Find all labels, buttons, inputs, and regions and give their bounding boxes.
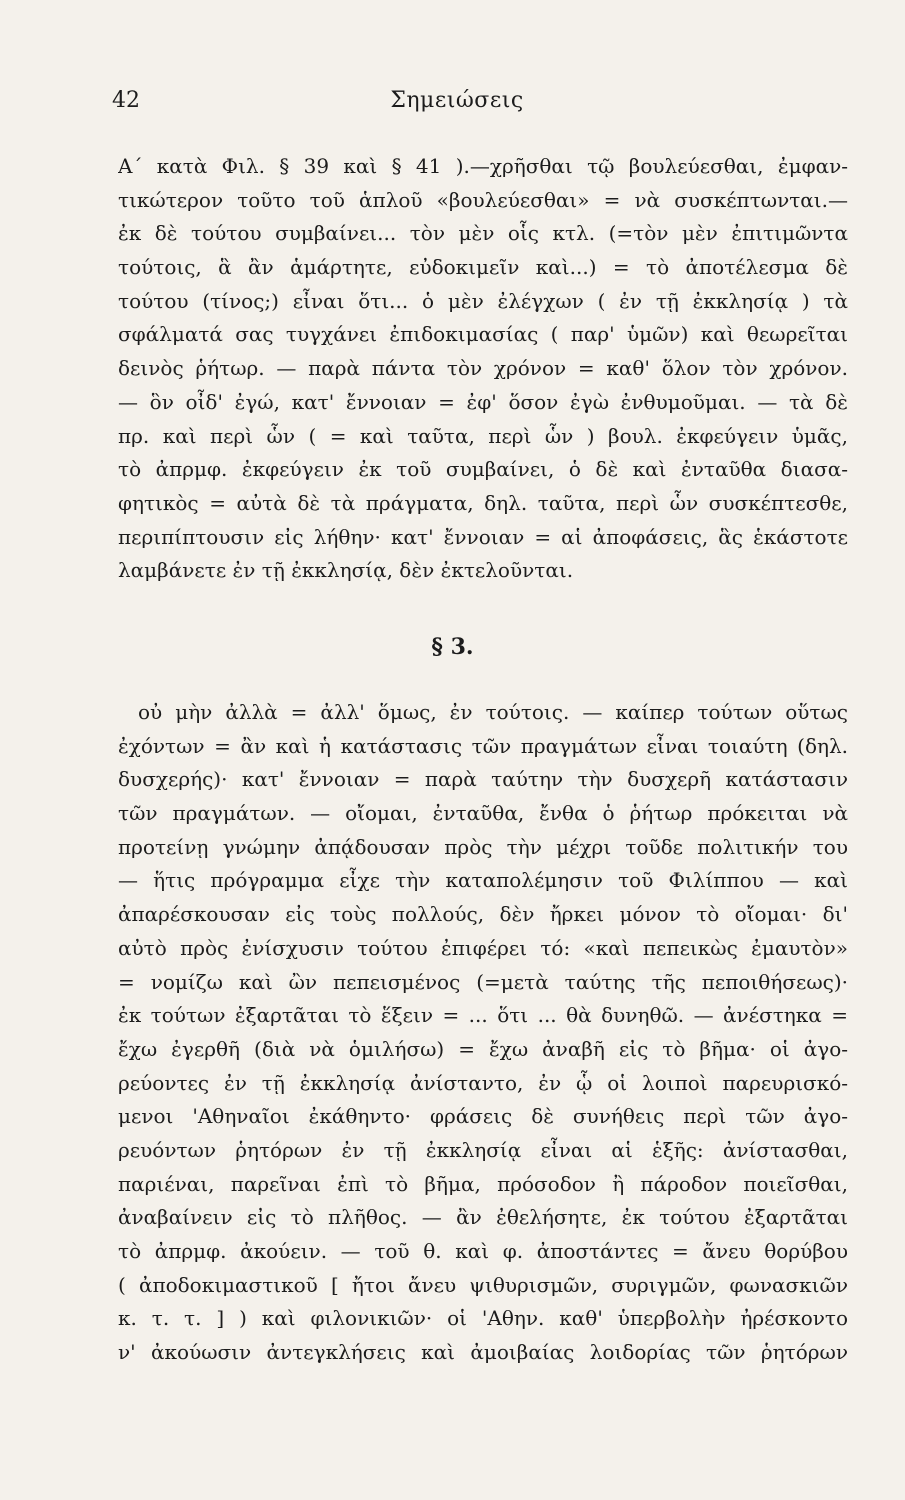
- page-header: [112, 88, 802, 118]
- page-number: 42: [112, 88, 140, 113]
- text-line: τὸ ἀπρμφ. ἐκφεύγειν ἐκ τοῦ συμβαίνει, ὁ δὲ καὶ ἐνταῦθα διασα-: [118, 457, 848, 482]
- paragraph-notes-section-2: [118, 150, 848, 588]
- text-line: σφάλματά σας τυγχάνει ἐπιδοκιμασίας ( παρ' ὑμῶν) καὶ θεωρεῖται: [118, 322, 848, 347]
- text-line: τῶν πραγμάτων. — οἴομαι, ἐνταῦθα, ἔνθα ὁ ῥήτωρ πρόκειται νὰ: [118, 801, 848, 826]
- running-title: Σημειώσεις: [390, 88, 524, 113]
- text-line: τούτου (τίνος;) εἶναι ὅτι... ὁ μὲν ἐλέγχων ( ἐν τῇ ἐκκλησίᾳ ) τὰ: [118, 288, 848, 313]
- text-line: ν' ἀκούωσιν ἀντεγκλήσεις καὶ ἀμοιβαίας λοιδορίας τῶν ῥητόρων: [118, 1340, 848, 1365]
- text-line: οὐ μὴν ἀλλὰ = ἀλλ' ὅμως, ἐν τούτοις. — καίπερ τούτων οὕτως: [138, 700, 848, 724]
- text-line: ρεύοντες ἐν τῇ ἐκκλησίᾳ ἀνίσταντο, ἐν ᾧ οἱ λοιποὶ παρευρισκό-: [118, 1070, 848, 1095]
- text-line: λαμβάνετε ἐν τῇ ἐκκλησίᾳ, δὲν ἐκτελοῦνται.: [118, 558, 574, 583]
- paragraph-notes-section-3: [118, 696, 848, 1370]
- text-line: κ. τ. τ. ] ) καὶ φιλονικιῶν· οἱ 'Αθην. καθ' ὑπερβολὴν ἠρέσκοντο: [118, 1306, 848, 1331]
- text-line: μενοι 'Αθηναῖοι ἐκάθηντο· φράσεις δὲ συνήθεις περὶ τῶν ἀγο-: [118, 1104, 848, 1129]
- text-line: ἀναβαίνειν εἰς τὸ πλῆθος. — ἂν ἐθελήσητε, ἐκ τούτου ἐξαρτᾶται: [118, 1205, 848, 1230]
- text-line: περιπίπτουσιν εἰς λήθην· κατ' ἔννοιαν = αἱ ἀποφάσεις, ἃς ἑκάστοτε: [118, 524, 848, 549]
- text-line: φητικὸς = αὐτὰ δὲ τὰ πράγματα, δηλ. ταῦτα, περὶ ὧν συσκέπτεσθε,: [118, 490, 848, 515]
- text-line: ἐκ δὲ τούτου συμβαίνει... τὸν μὲν οἷς κτλ. (=τὸν μὲν ἐπιτιμῶντα: [118, 221, 848, 246]
- text-line: ( ἀποδοκιμαστικοῦ [ ἤτοι ἄνευ ψιθυρισμῶν, συριγμῶν, φωνασκιῶν: [118, 1272, 848, 1297]
- text-line: πρ. καὶ περὶ ὧν ( = καὶ ταῦτα, περὶ ὧν ) βουλ. ἐκφεύγειν ὑμᾶς,: [118, 423, 848, 448]
- text-line: δεινὸς ῥήτωρ. — παρὰ πάντα τὸν χρόνον = καθ' ὅλον τὸν χρόνον.: [118, 356, 848, 381]
- text-line: αὐτὸ πρὸς ἐνίσχυσιν τούτου ἐπιφέρει τό: «καὶ πεπεικὼς ἐμαυτὸν»: [118, 935, 848, 960]
- text-line: — ὃν οἶδ' ἐγώ, κατ' ἔννοιαν = ἐφ' ὅσον ἐγὼ ἐνθυμοῦμαι. — τὰ δὲ: [118, 389, 848, 414]
- text-line: — ἥτις πρόγραμμα εἶχε τὴν καταπολέμησιν τοῦ Φιλίππου — καὶ: [118, 868, 848, 893]
- text-line: τούτοις, ἃ ἂν ἁμάρτητε, εὐδοκιμεῖν καὶ...) = τὸ ἀποτέλεσμα δὲ: [118, 255, 848, 280]
- text-line: τὸ ἀπρμφ. ἀκούειν. — τοῦ θ. καὶ φ. ἀποστάντες = ἄνευ θορύβου: [118, 1239, 848, 1263]
- text-line: ἐχόντων = ἂν καὶ ἡ κατάστασις τῶν πραγμάτων εἶναι τοιαύτη (δηλ.: [118, 733, 848, 758]
- text-line: τικώτερον τοῦτο τοῦ ἁπλοῦ «βουλεύεσθαι» = νὰ συσκέπτωνται.—: [118, 187, 848, 212]
- text-line: προτείνῃ γνώμην ἀπᾴδουσαν πρὸς τὴν μέχρι τοῦδε πολιτικήν του: [118, 834, 848, 859]
- text-line: Α΄ κατὰ Φιλ. § 39 καὶ § 41 ).—χρῆσθαι τῷ βουλεύεσθαι, ἐμφαν-: [118, 154, 848, 178]
- text-line: παριέναι, παρεῖναι ἐπὶ τὸ βῆμα, πρόσοδον ἢ πάροδον ποιεῖσθαι,: [118, 1171, 848, 1196]
- text-line: = νομίζω καὶ ὢν πεπεισμένος (=μετὰ ταύτης τῆς πεποιθήσεως)·: [118, 969, 848, 994]
- text-line: δυσχερής)· κατ' ἔννοιαν = παρὰ ταύτην τὴν δυσχερῆ κατάστασιν: [118, 767, 848, 792]
- section-heading: § 3.: [431, 634, 474, 660]
- text-line: ἔχω ἐγερθῆ (διὰ νὰ ὁμιλήσω) = ἔχω ἀναβῆ εἰς τὸ βῆμα· οἱ ἀγο-: [118, 1036, 848, 1061]
- text-line: ρευόντων ῥητόρων ἐν τῇ ἐκκλησίᾳ εἶναι αἱ ἑξῆς: ἀνίστασθαι,: [118, 1137, 848, 1162]
- text-line: ἀπαρέσκουσαν εἰς τοὺς πολλούς, δὲν ἤρκει μόνον τὸ οἴομαι· δι': [118, 902, 848, 927]
- text-line: ἐκ τούτων ἐξαρτᾶται τὸ ἕξειν = ... ὅτι ... θὰ δυνηθῶ. — ἀνέστηκα =: [118, 1003, 848, 1028]
